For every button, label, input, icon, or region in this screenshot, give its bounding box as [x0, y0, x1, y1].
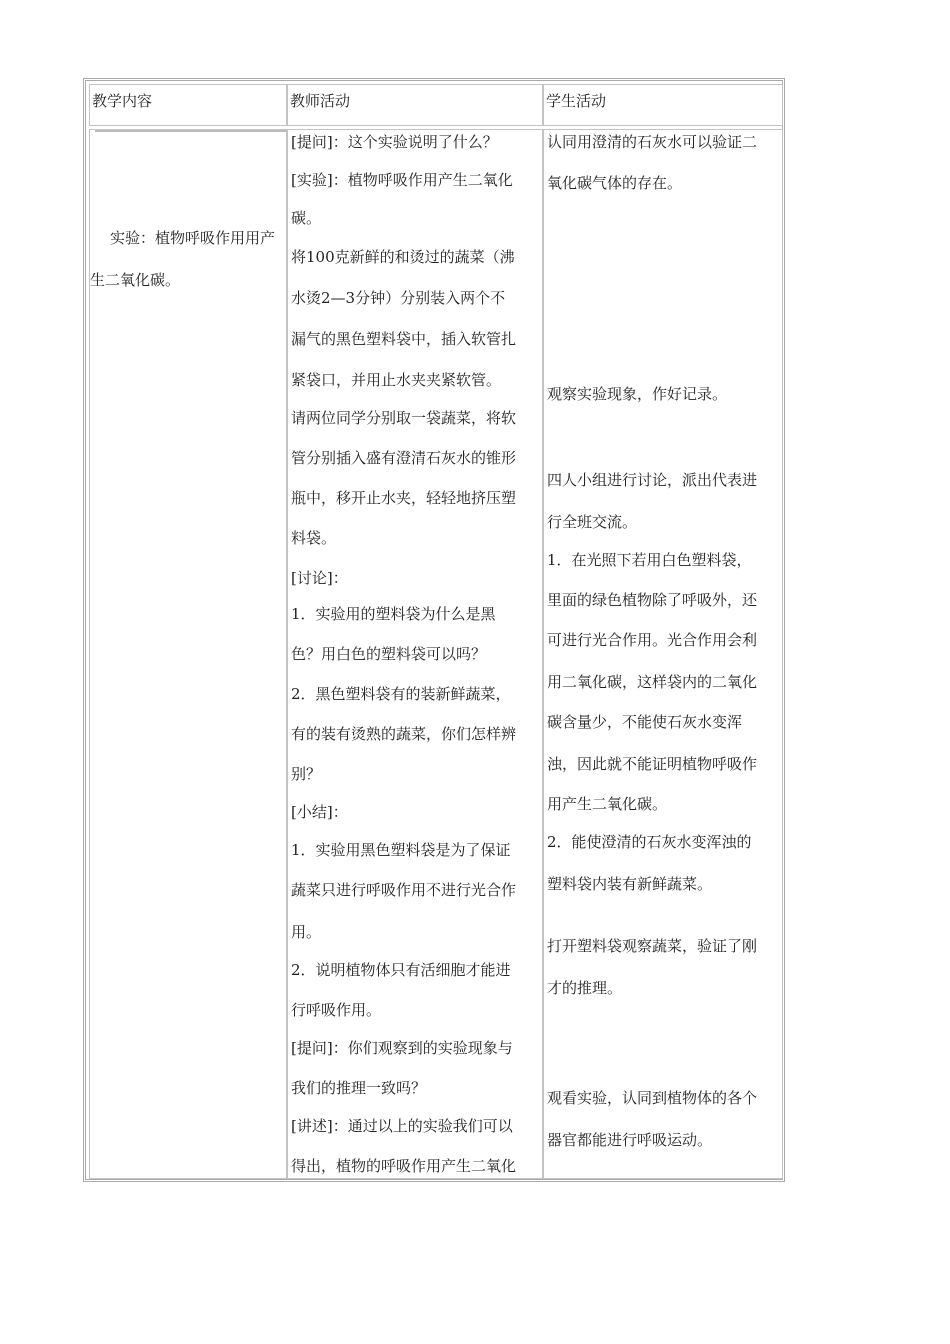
teacher-line: 管分别插入盛有澄清石灰水的锥形 [291, 449, 517, 467]
teacher-line: 水烫2—3分钟）分别装入两个不 [291, 289, 506, 307]
teacher-line: [讨论]： [291, 569, 348, 587]
student-line: 碳含量少，不能使石灰水变浑 [547, 713, 743, 731]
student-line: 才的推理。 [547, 979, 623, 997]
student-line: 1．在光照下若用白色塑料袋， [547, 551, 752, 569]
teacher-line: 漏气的黑色塑料袋中，插入软管扎 [291, 330, 517, 348]
student-line: 打开塑料袋观察蔬菜，验证了刚 [547, 937, 758, 955]
teacher-line: 2．说明植物体只有活细胞才能进 [291, 961, 511, 979]
student-line: 浊，因此就不能证明植物呼吸作 [547, 755, 758, 773]
teacher-line: 请两位同学分别取一袋蔬菜，将软 [291, 409, 517, 427]
teacher-line: 得出，植物的呼吸作用产生二氧化 [291, 1157, 517, 1175]
student-line: 用产生二氧化碳。 [547, 795, 668, 813]
teacher-line: 用。 [291, 923, 322, 941]
student-line: 四人小组进行讨论，派出代表进 [547, 471, 758, 489]
content-line: 生二氧化碳。 [90, 271, 181, 289]
row-divider [95, 130, 287, 135]
student-line: 观看实验，认同到植物体的各个 [547, 1089, 758, 1107]
teacher-line: 碳。 [291, 209, 322, 227]
teacher-line: 2．黑色塑料袋有的装新鲜蔬菜， [291, 685, 511, 703]
teacher-line: 有的装有烫熟的蔬菜，你们怎样辨 [291, 725, 517, 743]
student-line: 行全班交流。 [547, 513, 638, 531]
header-student-activity [543, 84, 783, 126]
header-teaching-content [89, 84, 287, 126]
teacher-line: 1．实验用的塑料袋为什么是黑 [291, 605, 496, 623]
teacher-line: [实验]：植物呼吸作用产生二氧化 [291, 171, 513, 189]
header-teacher-activity [287, 84, 543, 126]
header-student-activity-label: 学生活动 [546, 92, 607, 110]
teacher-line: 紧袋口，并用止水夹夹紧软管。 [291, 371, 502, 389]
teaching-content-cell [89, 129, 287, 1179]
student-activity-cell [543, 129, 783, 1179]
student-line: 认同用澄清的石灰水可以验证二 [547, 133, 758, 151]
teacher-line: 瓶中，移开止水夹，轻轻地挤压塑 [291, 489, 517, 507]
teacher-line: 将100克新鲜的和烫过的蔬菜（沸 [291, 248, 515, 266]
teacher-line: 行呼吸作用。 [291, 1001, 382, 1019]
student-line: 用二氧化碳，这样袋内的二氧化 [547, 673, 758, 691]
student-line: 2．能使澄清的石灰水变浑浊的 [547, 833, 752, 851]
student-line: 可进行光合作用。光合作用会利 [547, 631, 758, 649]
teacher-line: 色？用白色的塑料袋可以吗？ [291, 645, 487, 663]
content-line: 实验：植物呼吸作用用产 [110, 229, 276, 247]
student-line: 氧化碳气体的存在。 [547, 174, 683, 192]
teacher-activity-cell [287, 129, 543, 1179]
teacher-line: 1．实验用黑色塑料袋是为了保证 [291, 841, 511, 859]
teacher-line: 蔬菜只进行呼吸作用不进行光合作 [291, 881, 517, 899]
teacher-line: [讲述]：通过以上的实验我们可以 [291, 1117, 513, 1135]
student-line: 里面的绿色植物除了呼吸外，还 [547, 591, 758, 609]
teacher-line: 别？ [291, 765, 322, 783]
teacher-line: [提问]：这个实验说明了什么？ [291, 133, 498, 151]
student-line: 观察实验现象，作好记录。 [547, 385, 728, 403]
teacher-line: [提问]：你们观察到的实验现象与 [291, 1039, 513, 1057]
teacher-line: [小结]： [291, 803, 348, 821]
lesson-table [83, 78, 785, 1182]
student-line: 器官都能进行呼吸运动。 [547, 1131, 713, 1149]
header-teaching-content-label: 教学内容 [92, 92, 153, 110]
header-teacher-activity-label: 教师活动 [290, 92, 351, 110]
student-line: 塑料袋内装有新鲜蔬菜。 [547, 875, 713, 893]
teacher-line: 料袋。 [291, 529, 337, 547]
teacher-line: 我们的推理一致吗？ [291, 1079, 427, 1097]
